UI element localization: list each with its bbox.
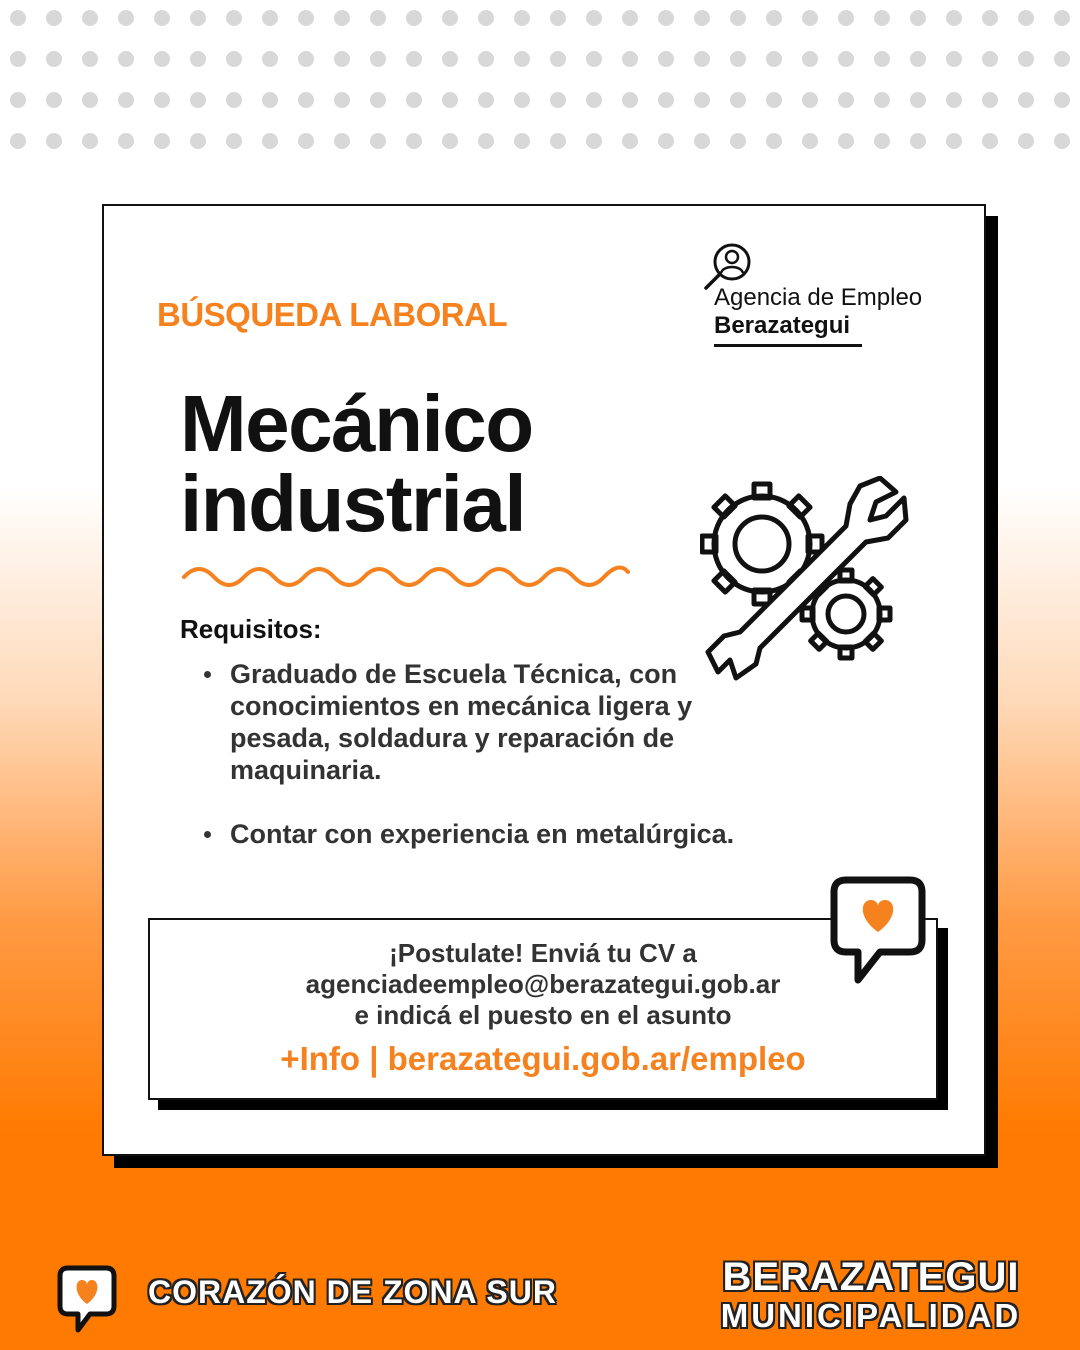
agency-underline <box>714 344 862 347</box>
agency-logo <box>702 240 962 350</box>
list-item: Contar con experiencia en metalúrgica. <box>180 818 800 850</box>
apply-email[interactable]: agenciadeempleo@berazategui.gob.ar <box>305 969 781 999</box>
brand-name: BERAZATEGUI <box>722 1255 1020 1299</box>
gear-wrench-icon <box>700 476 910 681</box>
requirements-title: Requisitos: <box>180 614 322 644</box>
requirements-list <box>180 658 800 882</box>
dot-pattern <box>0 0 1080 170</box>
heart-speech-bubble-icon <box>56 1264 118 1334</box>
job-title-line1: Mecánico <box>180 379 533 468</box>
brand-subtitle: MUNICIPALIDAD <box>720 1297 1022 1334</box>
job-title <box>180 379 533 548</box>
info-link[interactable]: +Info | berazategui.gob.ar/empleo <box>280 1040 806 1077</box>
wave-divider <box>180 560 632 594</box>
list-item: Graduado de Escuela Técnica, con conocimientos en mecánica ligera y pesada, soldadura y reparación de maquinaria. <box>180 658 800 786</box>
job-card <box>102 204 986 1156</box>
agency-name: Agencia de Empleo <box>714 284 923 311</box>
heart-speech-bubble-icon <box>828 874 928 986</box>
job-title-line2: industrial <box>180 459 526 548</box>
apply-instructions: e indicá el puesto en el asunto <box>354 1000 732 1030</box>
agency-city: Berazategui <box>714 312 851 339</box>
apply-box <box>148 918 938 1100</box>
apply-cta: ¡Postulate! Enviá tu CV a <box>389 938 697 968</box>
kicker-label: BÚSQUEDA LABORAL <box>157 296 508 333</box>
municipality-logo <box>716 1256 1026 1334</box>
slogan: CORAZÓN DE ZONA SUR <box>148 1274 557 1310</box>
